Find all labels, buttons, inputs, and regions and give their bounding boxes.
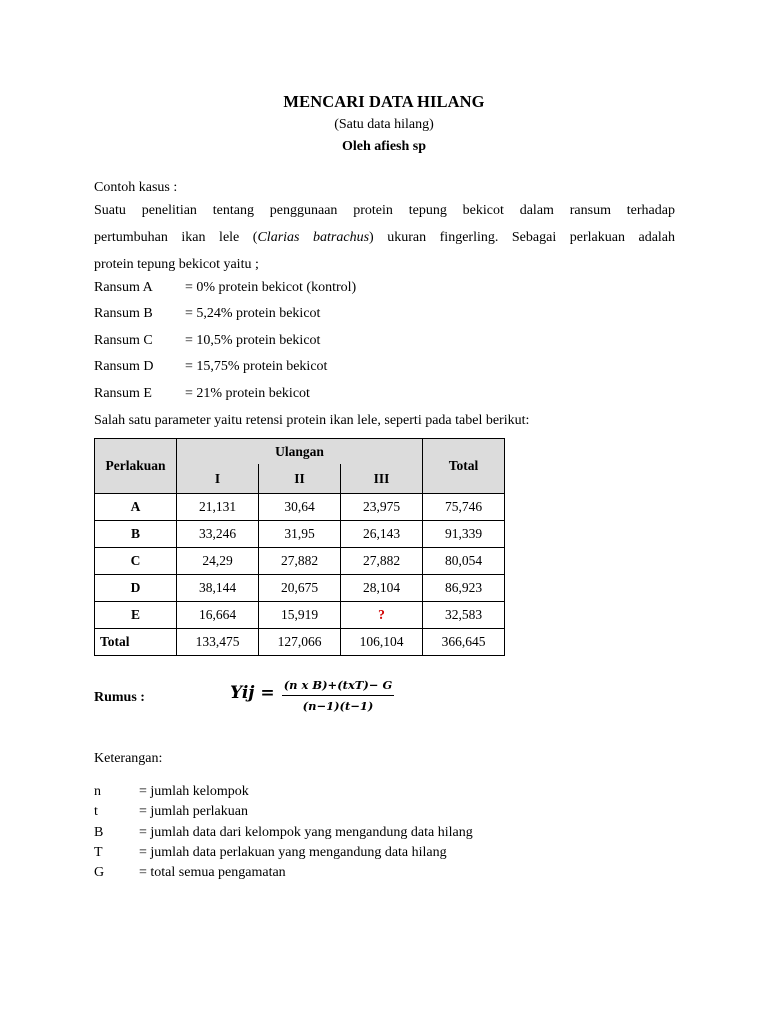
case-line-2-post: ) ukuran fingerling. Sebagai perlakuan adalah — [369, 230, 676, 245]
ration-name: Ransum C — [94, 333, 153, 348]
ration-name: Ransum A — [94, 280, 153, 295]
case-paragraph — [94, 197, 675, 278]
table-row — [95, 521, 505, 548]
data-table — [94, 438, 505, 656]
row-total: 32,583 — [423, 602, 505, 629]
author-line: Oleh afiesh sp — [341, 139, 426, 154]
formula-lhs: Yij = — [230, 683, 275, 703]
header-rep-3: III — [341, 464, 423, 494]
row-label: D — [95, 575, 177, 602]
totals-row — [95, 629, 505, 656]
legend-symbol: T — [94, 845, 103, 860]
column-total: 127,066 — [259, 629, 341, 656]
ration-value: = 10,5% protein bekicot — [185, 333, 321, 348]
fraction-bar — [282, 695, 394, 696]
column-total: 133,475 — [177, 629, 259, 656]
header-treatment: Perlakuan — [95, 439, 177, 494]
row-label: E — [95, 602, 177, 629]
missing-value-cell: ? — [341, 602, 423, 629]
case-line-2-pre: pertumbuhan ikan lele ( — [94, 230, 258, 245]
legend-description: = jumlah data perlakuan yang mengandung data hilang — [139, 845, 447, 860]
case-line-2 — [94, 224, 675, 251]
grand-total: 366,645 — [423, 629, 505, 656]
case-line-1: Suatu penelitian tentang penggunaan protein tepung bekicot dalam ransum terhadap — [94, 203, 675, 218]
case-line-3: protein tepung bekicot yaitu ; — [94, 257, 259, 272]
legend-symbol: n — [94, 784, 101, 799]
cell: 33,246 — [177, 521, 259, 548]
ration-value: = 0% protein bekicot (kontrol) — [185, 280, 357, 295]
cell: 26,143 — [341, 521, 423, 548]
table-row — [95, 575, 505, 602]
ration-item — [94, 306, 320, 322]
legend-description: = jumlah kelompok — [139, 784, 249, 799]
legend-item — [94, 845, 447, 861]
formula-label: Rumus : — [94, 690, 145, 705]
row-label: C — [95, 548, 177, 575]
ration-name: Ransum B — [94, 306, 153, 321]
ration-name: Ransum D — [94, 359, 154, 374]
legend-item — [94, 865, 286, 881]
ration-item — [94, 359, 327, 375]
page-title: MENCARI DATA HILANG — [283, 92, 485, 111]
cell: 30,64 — [259, 494, 341, 521]
legend-symbol: B — [94, 825, 104, 840]
legend-item — [94, 825, 473, 841]
legend-symbol: G — [94, 865, 105, 880]
ration-value: = 5,24% protein bekicot — [185, 306, 321, 321]
table-row — [95, 602, 505, 629]
header-rep-1: I — [177, 464, 259, 494]
ration-item — [94, 386, 310, 402]
case-label: Contoh kasus : — [94, 180, 178, 195]
ration-name: Ransum E — [94, 386, 152, 401]
totals-label: Total — [95, 629, 177, 656]
cell: 23,975 — [341, 494, 423, 521]
ration-value: = 15,75% protein bekicot — [185, 359, 328, 374]
row-label: A — [95, 494, 177, 521]
legend-item — [94, 784, 249, 800]
legend-description: = jumlah perlakuan — [139, 804, 248, 819]
header-replication-group: Ulangan — [177, 439, 423, 465]
row-label: B — [95, 521, 177, 548]
legend-item — [94, 804, 248, 820]
cell: 21,131 — [177, 494, 259, 521]
legend-label: Keterangan: — [94, 751, 163, 766]
page-subtitle: (Satu data hilang) — [334, 117, 434, 132]
cell: 27,882 — [259, 548, 341, 575]
column-total: 106,104 — [341, 629, 423, 656]
legend-description: = jumlah data dari kelompok yang mengandung data hilang — [139, 825, 473, 840]
row-total: 75,746 — [423, 494, 505, 521]
legend-symbol: t — [94, 804, 98, 819]
table-row — [95, 548, 505, 575]
header-rep-2: II — [259, 464, 341, 494]
row-total: 86,923 — [423, 575, 505, 602]
header-total: Total — [423, 439, 505, 494]
formula-numerator: (n x B)+(txT)− G — [283, 678, 393, 692]
ration-item — [94, 333, 320, 349]
ration-value: = 21% protein bekicot — [185, 386, 310, 401]
cell: 28,104 — [341, 575, 423, 602]
table-row — [95, 494, 505, 521]
cell: 16,664 — [177, 602, 259, 629]
species-name: Clarias batrachus — [257, 230, 370, 245]
cell: 20,675 — [259, 575, 341, 602]
formula-denominator: (n−1)(t−1) — [302, 699, 374, 713]
legend-description: = total semua pengamatan — [139, 865, 286, 880]
formula-fraction — [282, 677, 394, 715]
row-total: 91,339 — [423, 521, 505, 548]
cell: 24,29 — [177, 548, 259, 575]
cell: 38,144 — [177, 575, 259, 602]
row-total: 80,054 — [423, 548, 505, 575]
cell: 15,919 — [259, 602, 341, 629]
cell: 27,882 — [341, 548, 423, 575]
ration-item — [94, 280, 356, 296]
cell: 31,95 — [259, 521, 341, 548]
table-intro: Salah satu parameter yaitu retensi protein ikan lele, seperti pada tabel berikut: — [94, 413, 530, 428]
